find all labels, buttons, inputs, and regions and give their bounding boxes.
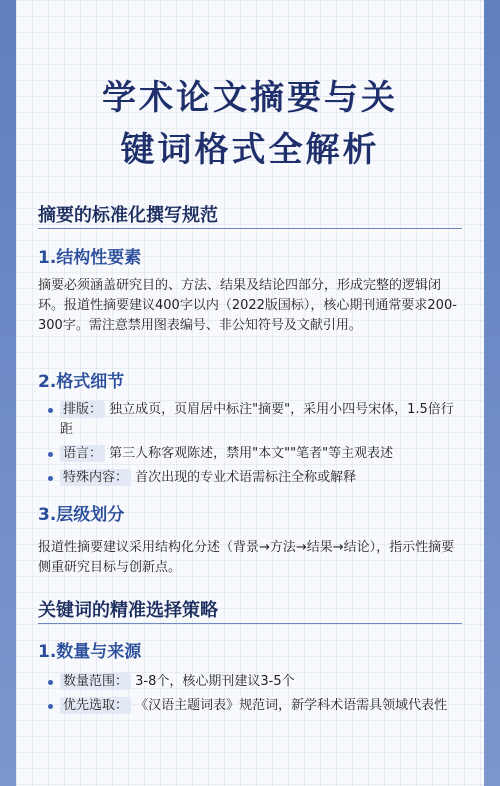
title-line-1: 学术论文摘要与关 [102,78,398,118]
left-border [0,0,16,786]
hierarchy-paragraph: 报道性摘要建议采用结构化分述（背景→方法→结果→结论），指示性摘要侧重研究目标与创新点。 [38,540,455,575]
subsection-format-heading: 2.格式细节 [38,372,125,392]
item-text: 《汉语主题词表》规范词，新学科术语需具领域代表性 [131,698,448,713]
item-text: 首次出现的专业术语需标注全称或解释 [131,470,357,485]
section-divider [38,623,462,624]
item-text: 独立成页，页眉居中标注"摘要"，采用小四号宋体，1.5倍行距 [60,402,454,437]
section-divider [38,228,462,229]
item-label: 排版： [60,401,105,418]
section-keywords-heading: 关键词的精准选择策略 [38,600,218,621]
structure-paragraph: 摘要必须涵盖研究目的、方法、结果及结论四部分，形成完整的逻辑闭环。报道性摘要建议400字以内（2022版国标），核心期刊通常要求200-300字。需注意禁用图表编号、非公知符号及文献引用。 [38,278,457,333]
list-item [48,696,462,716]
list-item [48,468,462,488]
list-item [48,672,462,692]
item-label: 语言： [60,445,105,462]
item-label: 特殊内容： [60,469,131,486]
format-list [48,400,462,488]
section-abstract-heading: 摘要的标准化撰写规范 [38,205,218,226]
page-title [16,72,484,176]
item-label: 数量范围： [60,673,131,690]
item-text: 3-8个，核心期刊建议3-5个 [131,674,295,689]
subsection-hierarchy-heading: 3.层级划分 [38,505,125,525]
subsection-structure-heading: 1.结构性要素 [38,248,142,268]
item-text: 第三人称客观陈述，禁用"本文""笔者"等主观表述 [105,446,394,461]
list-item [48,444,462,464]
quantity-list [48,672,462,716]
subsection-quantity-heading: 1.数量与来源 [38,642,142,662]
list-item [48,400,462,440]
right-border [484,0,500,786]
title-line-2: 键词格式全解析 [120,130,380,170]
item-label: 优先选取： [60,697,131,714]
